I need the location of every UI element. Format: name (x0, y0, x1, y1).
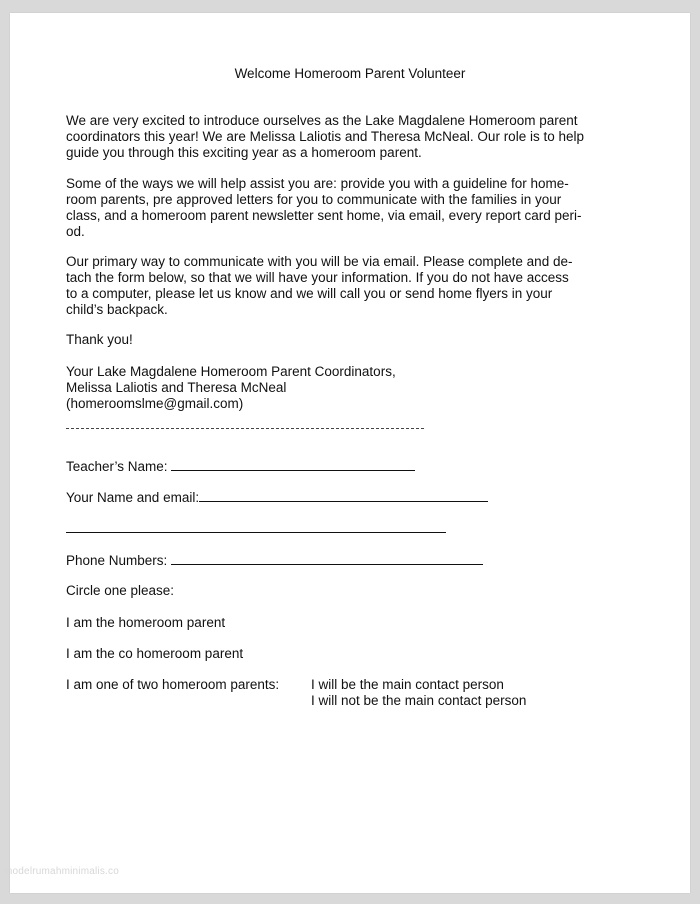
ways-line: room parents, pre approved letters for you to communicate with the families in your (66, 192, 562, 207)
your-name-blank[interactable] (199, 489, 488, 502)
circle-instruction: Circle one please: (66, 583, 175, 598)
teacher-name-blank[interactable] (171, 458, 415, 471)
phone-blank[interactable] (171, 552, 483, 565)
document-title: Welcome Homeroom Parent Volunteer (234, 66, 466, 81)
teacher-name-row (66, 458, 415, 475)
email-line: Our primary way to communicate with you will be via email. Please complete and de- (66, 254, 573, 269)
email-line: to a computer, please let us know and we will call you or send home flyers in your (66, 286, 553, 301)
signature-line: (homeroomslme@gmail.com) (66, 396, 244, 411)
intro-line: guide you through this exciting year as a homeroom parent. (66, 145, 422, 160)
teacher-name-label: Teacher’s Name: (66, 459, 172, 474)
your-name-row (66, 489, 488, 506)
option-not-main-contact[interactable]: I will not be the main contact person (311, 693, 527, 708)
intro-line: We are very excited to introduce ourselves as the Lake Magdalene Homeroom parent (66, 113, 578, 128)
intro-paragraph (66, 113, 584, 161)
email-line: tach the form below, so that we will have your information. If you do not have access (66, 270, 569, 285)
phone-row (66, 552, 483, 569)
signature-line: Your Lake Magdalene Homeroom Parent Coordinators, (66, 364, 396, 379)
your-name-label: Your Name and email: (66, 490, 200, 505)
ways-line: Some of the ways we will help assist you are: provide you with a guideline for home- (66, 176, 569, 191)
detach-line (66, 428, 424, 429)
ways-line: class, and a homeroom parent newsletter sent home, via email, every report card peri- (66, 208, 582, 223)
option-two-homeroom-parents[interactable]: I am one of two homeroom parents: (66, 677, 280, 692)
watermark-text: modelrumahminimalis.co (4, 866, 119, 877)
option-main-contact[interactable]: I will be the main contact person (311, 677, 504, 692)
email-line: child’s backpack. (66, 302, 168, 317)
phone-label: Phone Numbers: (66, 553, 172, 568)
signature-line: Melissa Laliotis and Theresa McNeal (66, 380, 287, 395)
ways-line: od. (66, 224, 85, 239)
option-homeroom-parent[interactable]: I am the homeroom parent (66, 615, 226, 630)
extra-blank-line[interactable] (66, 532, 446, 533)
thank-you-text: Thank you! (66, 332, 133, 347)
option-co-homeroom-parent[interactable]: I am the co homeroom parent (66, 646, 244, 661)
ways-paragraph (66, 176, 582, 240)
signature-block (66, 364, 396, 412)
email-paragraph (66, 254, 572, 318)
intro-line: coordinators this year! We are Melissa Laliotis and Theresa McNeal. Our role is to help (66, 129, 584, 144)
